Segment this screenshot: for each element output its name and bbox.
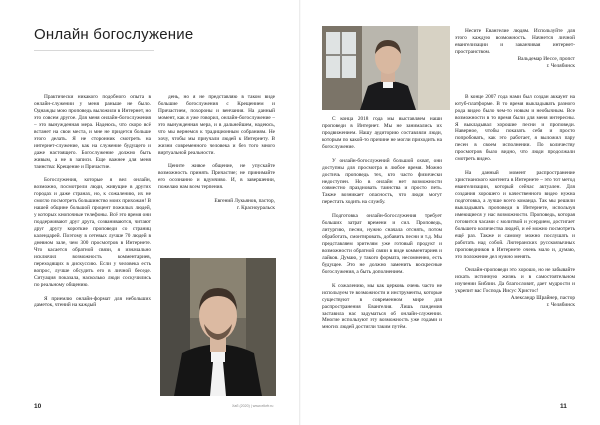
page-number-right: 11 xyxy=(560,403,567,410)
paragraph: Богослужения, которые я вел онлайн, возможно, посмотрели люди, живущие в других городах и даже странах, но, к сожалению, их не смогло посмотреть большинство моих прихожан! В нашей общине большой процент пожилых людей, у которых кнопочные телефоны. Всё это время они поддерживают друг друга, созваниваются, читают друг другу короткие проповеди со страниц календарей. Поэтому в сетевых лучше 70 людей в дневном зале, чем 300 просмотров в Интернете. Что касается обратной связи, я изначально исключил возможность комментариев, переходящих в дискуссию. Если у человека есть вопрос, лучше обсудить его в личной беседе. Ситуация показала, насколько люди соскучились по реальному общению. xyxy=(34,177,151,288)
portrait-image xyxy=(160,258,276,396)
signature-city: г. Красноуральск xyxy=(236,205,275,212)
paragraph: В конце 2007 года нами был создан аккаунт на ютуб-платформе. В то время выкладывать разного рода видео было чем-то новым и необычным. Все возможности в то время были для меня интересны. Я выкладывал хорошие песни и проповеди. Наверное, чтобы показать себя и просто попробовать, как это работает, я выложил пару песен в своем исполнении. По количеству просмотров было видно, что люди продолжали смотреть видео. xyxy=(455,93,575,163)
paragraph: Подготовка онлайн-богослужения требует больших затрат времени и сил. Проповедь, литургию, песни, нужно сначала отснять, потом обработать, смонтировать, добавить песни и т.д. Мы представляем зрителям уже готовый продукт и возможности обратной связи в виде комментариев и лайков. Думаю, у такого формата, несомненно, есть будущее. Это не должно заменить воскресные богослужения, а быть дополнением. xyxy=(322,213,442,275)
paragraph: день, но я не представляю в таком виде большие богослужения с Крещением и Причастием, похороны и венчания. На данный момент, как я уже говорил, онлайн-богослужение – это вынужденная мера, и в дальнейшем, надеюсь, что мы вернемся к традиционным собраниям. Не хочу, чтобы мы приучали людей к Интернету. В жизни современного человека и без того много виртуальной реальности. xyxy=(158,94,275,156)
paragraph: На данный момент распространение христианского контента в Интернете – это тот метод евангелизации, который сейчас актуален. Для создания хорошего и качественного видео нужна подготовка, а лучше всего команда. Так мы решили выкладывать проповеди в Интернете, используя имеющиеся у нас возможности. Проповедь, которая готовится часами с молитвой и усердием, достигает большего количества людей, и её можно посмотреть ещё раз. Также и самому можно послушать и работать над собой. Лютеранских русскоязычных проповедников в Интернете очень мало и, думаю, это положение дел нужно менять. xyxy=(455,170,575,260)
page-number-left: 10 xyxy=(34,403,42,410)
portrait-image xyxy=(322,26,450,110)
paragraph: Несите Евангелие людям. Используйте для этого каждую возможность. Начнется личной евангелизации и заканчивая интернет-пространством. xyxy=(455,28,575,55)
article-title: Онлайн богослужение xyxy=(34,26,194,43)
column-3 xyxy=(322,116,442,402)
footer-credit: Хаб (2020) | www.elkrfr.ru xyxy=(232,404,274,408)
column-1 xyxy=(34,94,151,400)
paragraph: С конца 2018 года мы выставляем наши проповеди в Интернет. Мы не занимались их продвижением. Нашу аудиторию составляли люди, которым по какой-то причине не могли приходить на богослужение. xyxy=(322,116,442,150)
page-gutter xyxy=(299,0,301,425)
column-4 xyxy=(455,28,575,402)
paragraph: У онлайн-богослужений большой охват, они доступны для просмотра в любое время. Можно достичь проповедь теx, кто часто физически недоступен. Но в онлайн нет возможности совместно праздновать таинства и просто петь. Также возникает опасность, что люди могут перестать ходить на службу. xyxy=(322,157,442,206)
paragraph: Практически никакого подобного опыта в онлайн-служении у меня раньше не было. Однажды мою проповедь выложили в Интернет, но это совсем другое. Для меня онлайн-богослужения – это вынужденная мера. Надеюсь, что скоро всё встанет на свои места, и мне не придется больше этого делать. Я не сторонник смотреть на интернет-служение, как на служение будущего и даже настоящего. Богослужение должно быть живым, а не в записи. Еще важнее для меня таинства: Крещение и Причастие. xyxy=(34,94,151,170)
signature-name: Вальдемар Иессе, пропст xyxy=(517,55,575,62)
title-rule xyxy=(34,50,154,51)
paragraph: Онлайн-проповеди это хорошо, но не забывайте искать истинную жизнь и в самостоятельном изучении Библии. Да благословит, дает мудрости и укрепит вас Господь Иисус Христос! xyxy=(455,267,575,295)
signature-name: Александр Шрайнер, пастор xyxy=(510,295,575,302)
signature-name: Евгений Лукьянов, пастор, xyxy=(214,198,275,205)
signature-city: г. Челябинск xyxy=(546,62,575,69)
paragraph: Я приемлю онлайн-формат для небольших даметок, чтений на каждый xyxy=(34,295,151,309)
paragraph: Цените живое общение, не упускайте возможность принять Причастие; не принимайте его осознанно и вдумчиво. И, в завершении, пожелаю нам всем терпения. xyxy=(158,163,275,191)
paragraph: К сожалению, мы как церковь очень часто не используем те возможности и инструменты, которые существуют в современном мире для распространения Евангелия. Лишь пандемия заставила нас задуматься об онлайн-служении. Многие используют эту возможность уже годами и многих людей достигли таким путём. xyxy=(322,282,442,331)
photo-pastor-lukyanov xyxy=(160,258,276,396)
column-2 xyxy=(158,94,275,246)
photo-pastor-iesse xyxy=(322,26,450,110)
signature-city: г. Челябинск xyxy=(546,302,575,309)
